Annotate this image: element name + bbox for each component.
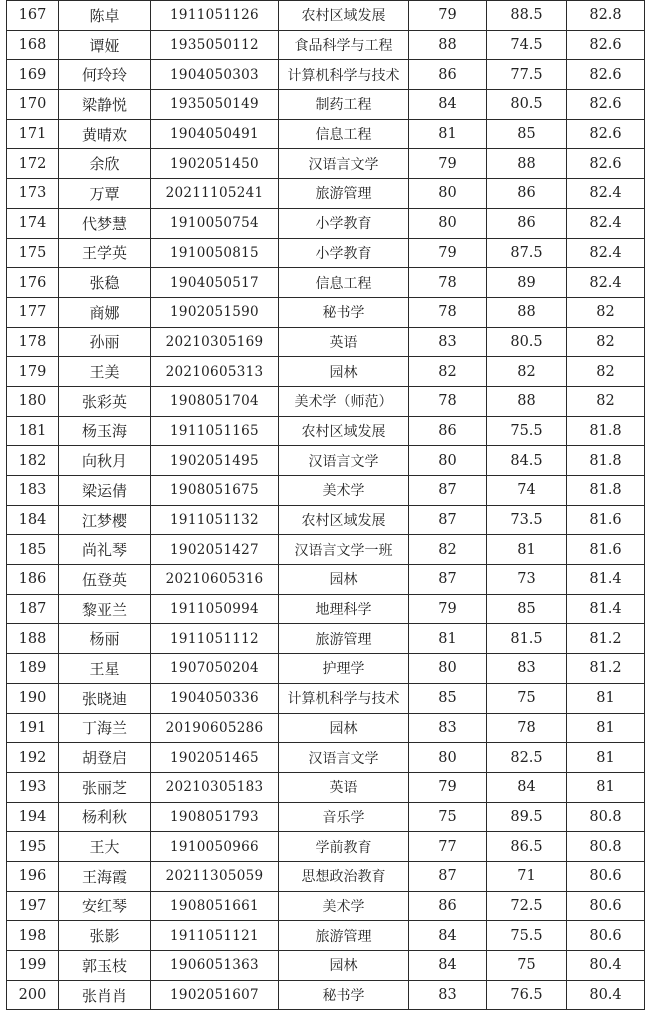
cell-major: 农村区域发展 <box>279 1 409 31</box>
cell-name: 黎亚兰 <box>59 594 151 624</box>
cell-name: 杨玉海 <box>59 416 151 446</box>
cell-major: 学前教育 <box>279 832 409 862</box>
cell-rank: 178 <box>7 327 59 357</box>
cell-score-2: 86 <box>487 208 567 238</box>
cell-rank: 167 <box>7 1 59 31</box>
table-row <box>7 238 645 268</box>
cell-score-2: 88 <box>487 386 567 416</box>
cell-score-1: 86 <box>409 416 487 446</box>
cell-score-1: 79 <box>409 594 487 624</box>
cell-total-score: 81 <box>567 743 645 773</box>
cell-score-2: 88.5 <box>487 1 567 31</box>
cell-score-2: 88 <box>487 297 567 327</box>
cell-total-score: 82.6 <box>567 149 645 179</box>
cell-score-2: 73 <box>487 565 567 595</box>
cell-total-score: 81.8 <box>567 476 645 506</box>
cell-name: 张影 <box>59 921 151 951</box>
cell-rank: 173 <box>7 179 59 209</box>
cell-rank: 177 <box>7 297 59 327</box>
cell-student-id: 20210305169 <box>151 327 279 357</box>
cell-score-2: 75 <box>487 951 567 981</box>
cell-rank: 194 <box>7 802 59 832</box>
cell-score-2: 82 <box>487 357 567 387</box>
table-body <box>7 1 645 1010</box>
cell-score-2: 75.5 <box>487 416 567 446</box>
cell-score-2: 89.5 <box>487 802 567 832</box>
cell-score-1: 79 <box>409 149 487 179</box>
cell-major: 计算机科学与技术 <box>279 683 409 713</box>
cell-rank: 182 <box>7 446 59 476</box>
cell-name: 陈卓 <box>59 1 151 31</box>
cell-score-1: 79 <box>409 238 487 268</box>
cell-name: 张丽芝 <box>59 772 151 802</box>
cell-score-1: 81 <box>409 624 487 654</box>
cell-score-2: 75 <box>487 683 567 713</box>
cell-score-1: 87 <box>409 861 487 891</box>
cell-score-2: 81 <box>487 535 567 565</box>
cell-score-1: 83 <box>409 713 487 743</box>
cell-score-2: 83 <box>487 654 567 684</box>
cell-major: 园林 <box>279 951 409 981</box>
cell-name: 张稳 <box>59 268 151 298</box>
table-row <box>7 119 645 149</box>
cell-score-2: 81.5 <box>487 624 567 654</box>
cell-student-id: 1911051112 <box>151 624 279 654</box>
cell-score-1: 82 <box>409 357 487 387</box>
cell-score-1: 77 <box>409 832 487 862</box>
cell-name: 王海霞 <box>59 861 151 891</box>
cell-rank: 198 <box>7 921 59 951</box>
cell-rank: 200 <box>7 980 59 1010</box>
cell-rank: 195 <box>7 832 59 862</box>
cell-major: 园林 <box>279 713 409 743</box>
cell-major: 农村区域发展 <box>279 505 409 535</box>
score-table <box>6 0 645 1010</box>
cell-score-2: 74.5 <box>487 30 567 60</box>
cell-student-id: 1911051165 <box>151 416 279 446</box>
cell-total-score: 81.2 <box>567 624 645 654</box>
table-row <box>7 268 645 298</box>
cell-name: 江梦樱 <box>59 505 151 535</box>
cell-total-score: 81.4 <box>567 565 645 595</box>
cell-rank: 175 <box>7 238 59 268</box>
cell-name: 丁海兰 <box>59 713 151 743</box>
cell-name: 商娜 <box>59 297 151 327</box>
cell-score-2: 89 <box>487 268 567 298</box>
cell-name: 王学英 <box>59 238 151 268</box>
table-row <box>7 505 645 535</box>
cell-rank: 176 <box>7 268 59 298</box>
cell-score-2: 85 <box>487 119 567 149</box>
cell-score-2: 80.5 <box>487 327 567 357</box>
cell-total-score: 82.6 <box>567 60 645 90</box>
cell-student-id: 20210605313 <box>151 357 279 387</box>
cell-score-2: 78 <box>487 713 567 743</box>
cell-rank: 183 <box>7 476 59 506</box>
cell-student-id: 1908051675 <box>151 476 279 506</box>
cell-student-id: 1911051132 <box>151 505 279 535</box>
cell-score-1: 80 <box>409 208 487 238</box>
cell-score-1: 79 <box>409 1 487 31</box>
cell-rank: 169 <box>7 60 59 90</box>
cell-score-1: 80 <box>409 446 487 476</box>
cell-score-2: 82.5 <box>487 743 567 773</box>
table-row <box>7 357 645 387</box>
cell-rank: 189 <box>7 654 59 684</box>
cell-rank: 172 <box>7 149 59 179</box>
cell-student-id: 1904050336 <box>151 683 279 713</box>
cell-student-id: 1908051661 <box>151 891 279 921</box>
table-row <box>7 594 645 624</box>
cell-total-score: 82 <box>567 297 645 327</box>
table-row <box>7 654 645 684</box>
cell-rank: 193 <box>7 772 59 802</box>
cell-rank: 191 <box>7 713 59 743</box>
table-row <box>7 980 645 1010</box>
cell-student-id: 1902051450 <box>151 149 279 179</box>
cell-student-id: 1911051121 <box>151 921 279 951</box>
table-row <box>7 1 645 31</box>
table-row <box>7 832 645 862</box>
cell-score-1: 81 <box>409 119 487 149</box>
cell-total-score: 81.8 <box>567 416 645 446</box>
cell-name: 张肖肖 <box>59 980 151 1010</box>
cell-major: 英语 <box>279 327 409 357</box>
cell-rank: 192 <box>7 743 59 773</box>
cell-score-2: 75.5 <box>487 921 567 951</box>
cell-score-1: 86 <box>409 60 487 90</box>
cell-total-score: 80.6 <box>567 921 645 951</box>
cell-score-2: 72.5 <box>487 891 567 921</box>
table-row <box>7 446 645 476</box>
cell-name: 安红琴 <box>59 891 151 921</box>
cell-name: 杨利秋 <box>59 802 151 832</box>
cell-total-score: 81 <box>567 683 645 713</box>
cell-score-1: 86 <box>409 891 487 921</box>
cell-score-1: 87 <box>409 476 487 506</box>
cell-student-id: 1902051590 <box>151 297 279 327</box>
cell-rank: 199 <box>7 951 59 981</box>
cell-name: 伍登英 <box>59 565 151 595</box>
cell-name: 余欣 <box>59 149 151 179</box>
cell-student-id: 1906051363 <box>151 951 279 981</box>
cell-score-1: 84 <box>409 951 487 981</box>
cell-student-id: 1902051495 <box>151 446 279 476</box>
cell-score-2: 85 <box>487 594 567 624</box>
cell-total-score: 82.4 <box>567 268 645 298</box>
cell-name: 王大 <box>59 832 151 862</box>
cell-major: 园林 <box>279 565 409 595</box>
cell-major: 音乐学 <box>279 802 409 832</box>
cell-name: 谭娅 <box>59 30 151 60</box>
cell-rank: 174 <box>7 208 59 238</box>
cell-major: 汉语言文学 <box>279 149 409 179</box>
cell-score-1: 78 <box>409 297 487 327</box>
cell-student-id: 1902051465 <box>151 743 279 773</box>
cell-total-score: 82.8 <box>567 1 645 31</box>
cell-student-id: 1910050815 <box>151 238 279 268</box>
table-row <box>7 297 645 327</box>
cell-total-score: 82 <box>567 357 645 387</box>
cell-total-score: 81.6 <box>567 505 645 535</box>
cell-total-score: 82 <box>567 327 645 357</box>
table-row <box>7 327 645 357</box>
cell-name: 张彩英 <box>59 386 151 416</box>
cell-major: 小学教育 <box>279 238 409 268</box>
table-row <box>7 772 645 802</box>
cell-score-1: 84 <box>409 90 487 120</box>
table-row <box>7 713 645 743</box>
cell-name: 梁运倩 <box>59 476 151 506</box>
cell-score-2: 73.5 <box>487 505 567 535</box>
cell-rank: 197 <box>7 891 59 921</box>
cell-name: 向秋月 <box>59 446 151 476</box>
cell-rank: 185 <box>7 535 59 565</box>
cell-rank: 187 <box>7 594 59 624</box>
cell-rank: 171 <box>7 119 59 149</box>
cell-student-id: 1902051427 <box>151 535 279 565</box>
cell-student-id: 1902051607 <box>151 980 279 1010</box>
cell-major: 英语 <box>279 772 409 802</box>
cell-student-id: 1907050204 <box>151 654 279 684</box>
table-row <box>7 861 645 891</box>
cell-name: 梁静悦 <box>59 90 151 120</box>
cell-rank: 179 <box>7 357 59 387</box>
cell-major: 食品科学与工程 <box>279 30 409 60</box>
cell-total-score: 82.6 <box>567 119 645 149</box>
cell-major: 汉语言文学一班 <box>279 535 409 565</box>
table-row <box>7 535 645 565</box>
cell-total-score: 82 <box>567 386 645 416</box>
cell-score-1: 87 <box>409 565 487 595</box>
cell-score-2: 84.5 <box>487 446 567 476</box>
cell-total-score: 81.8 <box>567 446 645 476</box>
cell-score-1: 82 <box>409 535 487 565</box>
cell-rank: 188 <box>7 624 59 654</box>
table-row <box>7 386 645 416</box>
cell-student-id: 1935050149 <box>151 90 279 120</box>
table-row <box>7 416 645 446</box>
cell-score-1: 85 <box>409 683 487 713</box>
cell-major: 信息工程 <box>279 119 409 149</box>
table-row <box>7 30 645 60</box>
cell-major: 护理学 <box>279 654 409 684</box>
table-row <box>7 179 645 209</box>
cell-name: 王星 <box>59 654 151 684</box>
cell-name: 万覃 <box>59 179 151 209</box>
cell-major: 汉语言文学 <box>279 446 409 476</box>
cell-student-id: 1904050491 <box>151 119 279 149</box>
cell-total-score: 80.8 <box>567 802 645 832</box>
cell-major: 小学教育 <box>279 208 409 238</box>
cell-name: 胡登启 <box>59 743 151 773</box>
table-row <box>7 743 645 773</box>
cell-name: 代梦慧 <box>59 208 151 238</box>
cell-score-2: 76.5 <box>487 980 567 1010</box>
cell-score-1: 83 <box>409 980 487 1010</box>
cell-major: 秘书学 <box>279 980 409 1010</box>
cell-score-1: 75 <box>409 802 487 832</box>
cell-student-id: 20211105241 <box>151 179 279 209</box>
cell-score-1: 83 <box>409 327 487 357</box>
table-row <box>7 891 645 921</box>
cell-student-id: 1904050303 <box>151 60 279 90</box>
cell-name: 何玲玲 <box>59 60 151 90</box>
cell-total-score: 80.8 <box>567 832 645 862</box>
table-row <box>7 149 645 179</box>
cell-student-id: 1911050994 <box>151 594 279 624</box>
cell-student-id: 1910050966 <box>151 832 279 862</box>
cell-student-id: 1908051793 <box>151 802 279 832</box>
cell-major: 美术学 <box>279 891 409 921</box>
cell-score-2: 88 <box>487 149 567 179</box>
cell-score-1: 80 <box>409 743 487 773</box>
cell-name: 杨丽 <box>59 624 151 654</box>
cell-name: 张晓迪 <box>59 683 151 713</box>
cell-total-score: 81.2 <box>567 654 645 684</box>
cell-major: 旅游管理 <box>279 179 409 209</box>
cell-rank: 170 <box>7 90 59 120</box>
cell-total-score: 81.6 <box>567 535 645 565</box>
cell-score-2: 84 <box>487 772 567 802</box>
cell-major: 旅游管理 <box>279 921 409 951</box>
table-row <box>7 921 645 951</box>
cell-rank: 180 <box>7 386 59 416</box>
cell-name: 尚礼琴 <box>59 535 151 565</box>
cell-student-id: 20190605286 <box>151 713 279 743</box>
cell-score-2: 80.5 <box>487 90 567 120</box>
cell-name: 郭玉枝 <box>59 951 151 981</box>
cell-name: 黄晴欢 <box>59 119 151 149</box>
cell-total-score: 80.4 <box>567 951 645 981</box>
score-table-container <box>6 0 644 1010</box>
cell-total-score: 80.6 <box>567 891 645 921</box>
cell-major: 旅游管理 <box>279 624 409 654</box>
table-row <box>7 683 645 713</box>
cell-total-score: 80.6 <box>567 861 645 891</box>
table-row <box>7 802 645 832</box>
cell-major: 秘书学 <box>279 297 409 327</box>
cell-student-id: 1904050517 <box>151 268 279 298</box>
cell-score-1: 87 <box>409 505 487 535</box>
cell-major: 计算机科学与技术 <box>279 60 409 90</box>
cell-rank: 196 <box>7 861 59 891</box>
cell-total-score: 82.4 <box>567 208 645 238</box>
table-row <box>7 565 645 595</box>
cell-score-2: 86 <box>487 179 567 209</box>
cell-student-id: 1935050112 <box>151 30 279 60</box>
cell-score-2: 77.5 <box>487 60 567 90</box>
cell-score-2: 86.5 <box>487 832 567 862</box>
cell-total-score: 82.6 <box>567 30 645 60</box>
table-row <box>7 624 645 654</box>
cell-student-id: 20210305183 <box>151 772 279 802</box>
cell-student-id: 20210605316 <box>151 565 279 595</box>
table-row <box>7 208 645 238</box>
cell-score-2: 71 <box>487 861 567 891</box>
cell-rank: 190 <box>7 683 59 713</box>
cell-score-1: 84 <box>409 921 487 951</box>
cell-score-2: 87.5 <box>487 238 567 268</box>
cell-total-score: 82.4 <box>567 179 645 209</box>
cell-major: 思想政治教育 <box>279 861 409 891</box>
cell-major: 美术学 <box>279 476 409 506</box>
cell-major: 美术学（师范） <box>279 386 409 416</box>
cell-score-1: 79 <box>409 772 487 802</box>
table-row <box>7 90 645 120</box>
table-row <box>7 951 645 981</box>
cell-major: 农村区域发展 <box>279 416 409 446</box>
cell-name: 孙丽 <box>59 327 151 357</box>
cell-score-1: 80 <box>409 179 487 209</box>
cell-major: 信息工程 <box>279 268 409 298</box>
cell-rank: 184 <box>7 505 59 535</box>
cell-student-id: 1910050754 <box>151 208 279 238</box>
cell-major: 汉语言文学 <box>279 743 409 773</box>
cell-student-id: 1908051704 <box>151 386 279 416</box>
cell-major: 制药工程 <box>279 90 409 120</box>
table-row <box>7 60 645 90</box>
cell-student-id: 1911051126 <box>151 1 279 31</box>
cell-rank: 168 <box>7 30 59 60</box>
cell-score-1: 78 <box>409 268 487 298</box>
cell-total-score: 81 <box>567 713 645 743</box>
cell-total-score: 82.4 <box>567 238 645 268</box>
cell-rank: 186 <box>7 565 59 595</box>
cell-total-score: 81.4 <box>567 594 645 624</box>
cell-name: 王美 <box>59 357 151 387</box>
cell-total-score: 82.6 <box>567 90 645 120</box>
table-row <box>7 476 645 506</box>
cell-total-score: 80.4 <box>567 980 645 1010</box>
cell-score-2: 74 <box>487 476 567 506</box>
cell-total-score: 81 <box>567 772 645 802</box>
cell-rank: 181 <box>7 416 59 446</box>
cell-major: 地理科学 <box>279 594 409 624</box>
cell-score-1: 80 <box>409 654 487 684</box>
cell-major: 园林 <box>279 357 409 387</box>
cell-score-1: 78 <box>409 386 487 416</box>
cell-score-1: 88 <box>409 30 487 60</box>
cell-student-id: 20211305059 <box>151 861 279 891</box>
